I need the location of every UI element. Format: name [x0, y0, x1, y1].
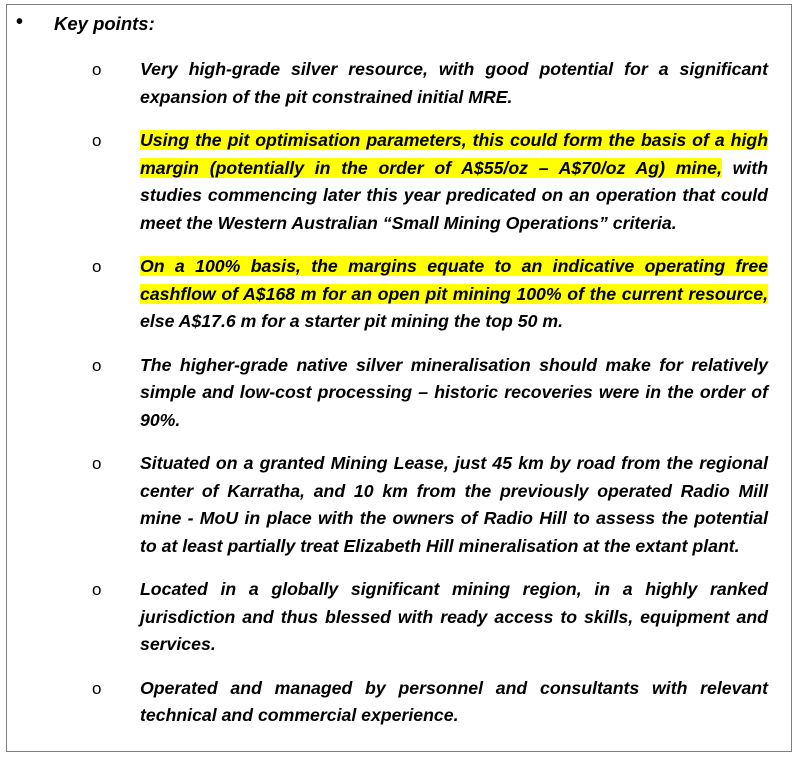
circle-bullet-icon: o [92, 257, 102, 276]
circle-bullet-icon: o [92, 60, 102, 79]
bullet-marker: • [16, 11, 24, 33]
highlighted-text: On a 100% basis, the margins equate to an indicative operating free cashflow of A$168 m for an open pit mining 100% of the current resource, [140, 256, 768, 304]
list-item-text: Using the pit optimisation parameters, this could form the basis of a high margin (potentially in the order of A$55/oz – A$70/oz Ag) mine, with studies commencing later this year predicated on an operation that could meet the Western Australian “Small Mining Operations” criteria. [140, 130, 769, 233]
circle-bullet-icon: o [92, 131, 102, 150]
list-item-text: Operated and managed by personnel and consultants with relevant technical and commercial experience. [140, 677, 768, 725]
list-item [92, 675, 772, 730]
circle-bullet-icon: o [92, 678, 102, 698]
list-item-text: The higher-grade native silver mineralisation should make for relatively simple and low-cost processing – historic recoveries were in the order of 90%. [140, 354, 768, 430]
list-item-text: Very high-grade silver resource, with good potential for a significant expansion of the pit constrained initial MRE. [140, 59, 768, 107]
list-item-text: Situated on a granted Mining Lease, just 45 km by road from the regional center of Karratha, and 10 km from the previously operated Radio Mill mine - MoU in place with the owners of Radio Hill to assess the potential to at least partially treat Elizabeth Hill mineralisation at the extant plant. [140, 453, 768, 556]
key-points-heading: Key points: [54, 13, 155, 34]
list-item [92, 56, 772, 111]
circle-bullet-icon: o [92, 355, 102, 375]
list-item [92, 576, 772, 659]
list-item [92, 450, 772, 560]
list-item [92, 127, 772, 237]
key-points-list [92, 56, 772, 746]
list-item [92, 352, 772, 435]
highlighted-text: Using the pit optimisation parameters, this could form the basis of a high margin (potentially in the order of A$55/oz – A$70/oz Ag) mine, [140, 130, 768, 178]
list-item-text: Located in a globally significant mining region, in a highly ranked jurisdiction and thus blessed with ready access to skills, equipment and services. [140, 579, 768, 654]
list-item-text: On a 100% basis, the margins equate to an indicative operating free cashflow of A$168 m for an open pit mining 100% of the current resource, else A$17.6 m for a starter pit mining the top 50 m. [140, 256, 768, 331]
list-item [92, 253, 772, 336]
circle-bullet-icon: o [92, 580, 102, 599]
circle-bullet-icon: o [92, 454, 102, 473]
